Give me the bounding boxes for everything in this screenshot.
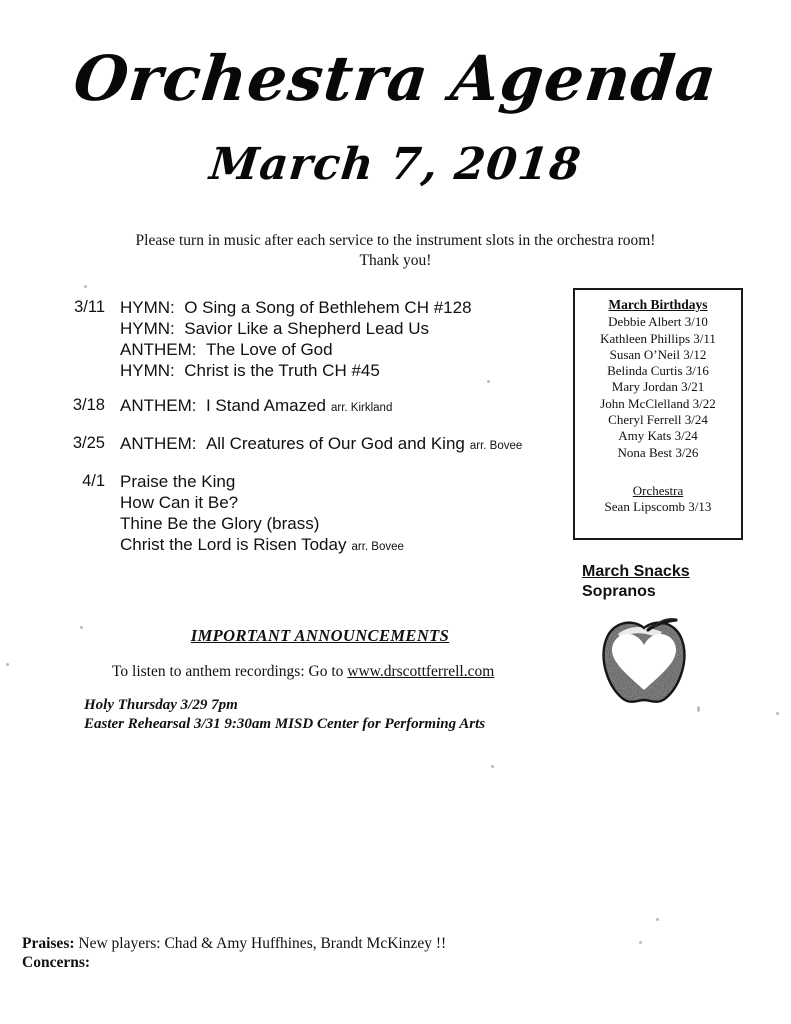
agenda-item-label: HYMN: (120, 319, 175, 338)
scan-speck (6, 663, 9, 666)
orchestra-heading: Orchestra (632, 482, 684, 498)
birthday-entry: Debbie Albert 3/10 (608, 314, 708, 330)
praises-label: Praises: (22, 935, 75, 952)
agenda-item-arranger: arr. Bovee (351, 541, 404, 553)
march-snacks-heading: March Snacks (582, 563, 690, 580)
march-snacks-block (582, 562, 690, 602)
agenda-block (0, 297, 560, 381)
agenda-item (120, 513, 560, 534)
recordings-label: To listen to anthem recordings: Go to (112, 663, 348, 680)
scan-speck (487, 380, 490, 383)
birthdays-heading: March Birthdays (608, 297, 708, 312)
praises-text: New players: Chad & Amy Huffhines, Brandt McKinzey !! (78, 935, 447, 952)
announcement-date-line: Easter Rehearsal 3/31 9:30am MISD Center for Performing Arts (84, 715, 486, 732)
birthday-entry: Cheryl Ferrell 3/24 (608, 412, 708, 428)
agenda-item-title: The Love of God (205, 340, 333, 359)
agenda-block (0, 395, 560, 419)
agenda-date: 4/1 (82, 472, 105, 490)
announcements-heading: IMPORTANT ANNOUNCEMENTS (190, 626, 450, 645)
agenda-item (120, 395, 560, 419)
birthday-entry: Susan O’Neil 3/12 (609, 346, 707, 362)
agenda-item-title: Christ the Lord is Risen Today (120, 535, 347, 554)
notice-block (0, 231, 791, 272)
birthday-entry: Kathleen Phillips 3/11 (600, 330, 716, 346)
agenda-item (120, 339, 560, 360)
agenda-item-title: All Creatures of Our God and King (205, 434, 465, 453)
agenda-item-title: How Can it Be? (120, 493, 239, 512)
birthday-entry: Belinda Curtis 3/16 (607, 363, 709, 379)
page-title: Orchestra Agenda (70, 42, 721, 115)
orchestra-birthday-entry: Sean Lipscomb 3/13 (604, 499, 712, 515)
scan-speck (639, 941, 642, 944)
footer-concerns-row (22, 953, 446, 972)
agenda-item-title: Thine Be the Glory (brass) (120, 514, 320, 533)
agenda-lines (120, 471, 560, 558)
agenda-item-title: O Sing a Song of Bethlehem CH #128 (184, 298, 472, 317)
announcement-date-line: Holy Thursday 3/29 7pm (84, 697, 238, 713)
birthday-entry: Nona Best 3/26 (617, 444, 699, 460)
agenda-lines (120, 433, 560, 457)
birthdays-spacer (575, 461, 741, 483)
agenda-item-label: ANTHEM: (120, 340, 197, 359)
scan-speck (80, 626, 83, 629)
footer-praises-row (22, 934, 446, 953)
agenda-item (120, 492, 560, 513)
agenda-item-title: Praise the King (120, 472, 236, 491)
agenda-item-label: HYMN: (120, 361, 175, 380)
notice-line-2: Thank you! (359, 252, 432, 270)
agenda-item-title: Savior Like a Shepherd Lead Us (184, 319, 429, 338)
page-subtitle-date: March 7, 2018 (207, 139, 584, 190)
notice-line-1: Please turn in music after each service to the instrument slots in the orchestra room! (135, 232, 656, 249)
agenda-item-label: ANTHEM: (120, 434, 197, 453)
announcements-dates (84, 696, 485, 733)
agenda-item (120, 318, 560, 339)
agenda-item-label: ANTHEM: (120, 396, 197, 415)
agenda-list (0, 297, 560, 572)
birthday-entry: Mary Jordan 3/21 (611, 379, 705, 395)
agenda-item (120, 471, 560, 492)
agenda-item (120, 360, 560, 381)
agenda-item-arranger: arr. Bovee (469, 440, 523, 452)
march-snacks-assigned: Sopranos (582, 583, 656, 600)
footer-block (22, 934, 446, 972)
agenda-item (120, 297, 560, 318)
scan-speck (656, 918, 659, 921)
agenda-date: 3/18 (72, 396, 105, 414)
birthday-entry: Amy Kats 3/24 (618, 428, 698, 444)
agenda-item-label: HYMN: (120, 298, 175, 317)
recordings-link[interactable]: www.drscottferrell.com (347, 663, 495, 680)
agenda-block (0, 433, 560, 457)
scan-speck (776, 712, 779, 715)
concerns-label: Concerns: (22, 954, 91, 971)
scan-speck (491, 765, 494, 768)
birthday-entry: John McClelland 3/22 (600, 395, 716, 411)
agenda-item-title: I Stand Amazed (205, 396, 326, 415)
march-birthdays-box (573, 288, 743, 540)
agenda-date: 3/11 (74, 298, 105, 316)
agenda-item (120, 433, 560, 457)
scan-speck (697, 706, 700, 712)
agenda-block (0, 471, 560, 558)
agenda-date: 3/25 (72, 434, 105, 452)
agenda-item-title: Christ is the Truth CH #45 (184, 361, 380, 380)
agenda-lines (120, 395, 560, 419)
agenda-item-arranger: arr. Kirkland (330, 402, 393, 414)
agenda-lines (120, 297, 560, 381)
agenda-item (120, 534, 560, 558)
scan-speck (84, 285, 87, 288)
announcements-recordings (112, 663, 494, 681)
